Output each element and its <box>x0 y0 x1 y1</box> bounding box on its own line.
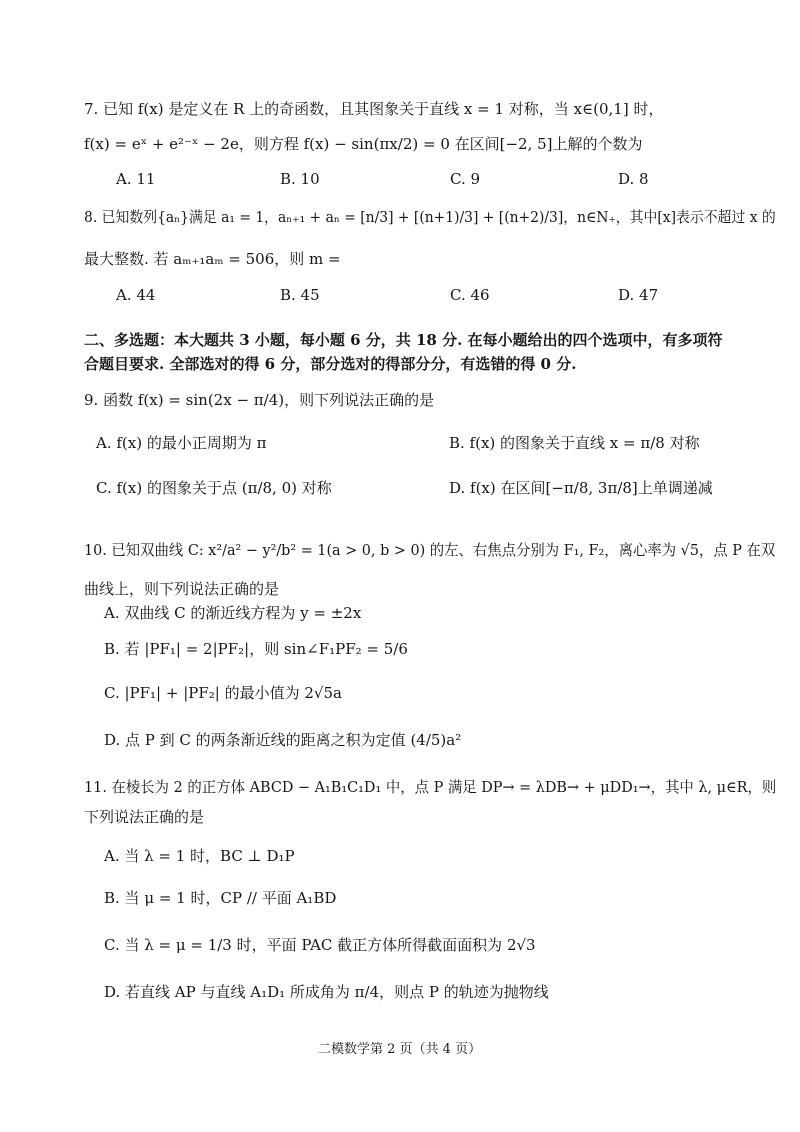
q11-option-d: D. 若直线 AP 与直线 A₁D₁ 所成角为 π/4，则点 P 的轨迹为抛物线 <box>104 983 549 1001</box>
q10-option-c: C. |PF₁| + |PF₂| 的最小值为 2√5a <box>104 684 342 702</box>
q11-option-a: A. 当 λ = 1 时，BC ⊥ D₁P <box>104 847 295 865</box>
section2-instructions-line1: 二、多选题：本大题共 3 小题，每小题 6 分，共 18 分. 在每小题给出的四个选项中，有多项符 <box>84 331 723 349</box>
q11-option-b: B. 当 μ = 1 时，CP // 平面 A₁BD <box>104 889 337 907</box>
q7-stem-line1: 7. 已知 f(x) 是定义在 R 上的奇函数，且其图象关于直线 x = 1 对称，当 x∈(0,1] 时， <box>84 100 664 118</box>
q9-option-a: A. f(x) 的最小正周期为 π <box>96 434 267 452</box>
q8-option-d: D. 47 <box>618 286 659 304</box>
q8-stem-line1: 8. 已知数列{aₙ}满足 a₁ = 1，aₙ₊₁ + aₙ = [n/3] + [(n+1)/3] + [(n+2)/3]，n∈N₊，其中[x]表示不超过 x 的 <box>84 208 776 226</box>
q7-option-d: D. 8 <box>618 170 649 188</box>
q9-option-c: C. f(x) 的图象关于点 (π/8, 0) 对称 <box>96 479 332 497</box>
q10-option-d: D. 点 P 到 C 的两条渐近线的距离之积为定值 (4/5)a² <box>104 731 462 749</box>
q8-stem-line2: 最大整数. 若 aₘ₊₁aₘ = 506，则 m = <box>84 250 341 268</box>
q9-stem: 9. 函数 f(x) = sin(2x − π/4)，则下列说法正确的是 <box>84 391 435 409</box>
q10-stem-line2: 曲线上，则下列说法正确的是 <box>84 580 280 598</box>
q8-option-c: C. 46 <box>450 286 490 304</box>
page-footer: 二模数学第 2 页（共 4 页） <box>318 1042 482 1057</box>
q7-option-a: A. 11 <box>116 170 156 188</box>
q8-option-b: B. 45 <box>280 286 320 304</box>
q11-stem-line2: 下列说法正确的是 <box>84 808 205 826</box>
q7-option-b: B. 10 <box>280 170 320 188</box>
q9-option-d: D. f(x) 在区间[−π/8, 3π/8]上单调递减 <box>449 479 713 497</box>
q11-option-c: C. 当 λ = μ = 1/3 时，平面 PAC 截正方体所得截面面积为 2√3 <box>104 936 536 954</box>
q10-option-a: A. 双曲线 C 的渐近线方程为 y = ±2x <box>104 604 362 622</box>
section2-instructions-line2: 合题目要求. 全部选对的得 6 分，部分选对的得部分分，有选错的得 0 分. <box>84 355 577 373</box>
q11-stem-line1: 11. 在棱长为 2 的正方体 ABCD − A₁B₁C₁D₁ 中，点 P 满足 DP→ = λDB→ + μDD₁→，其中 λ, μ∈R，则 <box>84 778 777 796</box>
q10-stem-line1: 10. 已知双曲线 C: x²/a² − y²/b² = 1(a > 0, b > 0) 的左、右焦点分别为 F₁, F₂，离心率为 √5，点 P 在双 <box>84 541 776 559</box>
q8-option-a: A. 44 <box>116 286 156 304</box>
q7-stem-line2: f(x) = eˣ + e²⁻ˣ − 2e，则方程 f(x) − sin(πx/2) = 0 在区间[−2, 5]上解的个数为 <box>84 135 643 153</box>
q10-option-b: B. 若 |PF₁| = 2|PF₂|，则 sin∠F₁PF₂ = 5/6 <box>104 640 408 658</box>
q9-option-b: B. f(x) 的图象关于直线 x = π/8 对称 <box>449 434 700 452</box>
q7-option-c: C. 9 <box>450 170 481 188</box>
